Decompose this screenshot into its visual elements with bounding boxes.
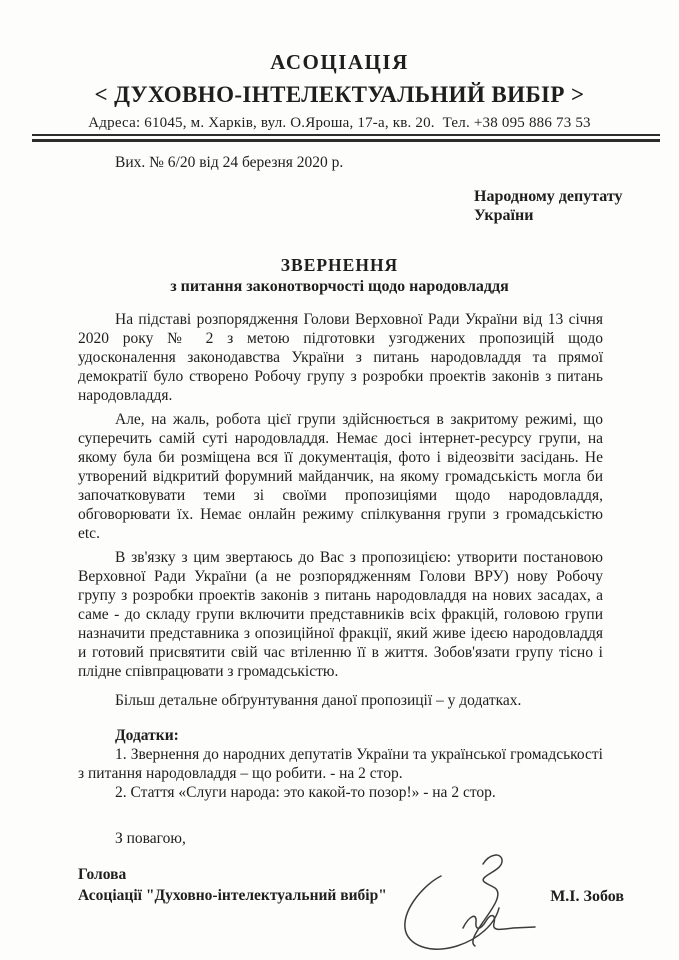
attachment-item: 1. Звернення до народних депутатів України та української громадськості з питання народовладдя – що робити. - на 2 стор. bbox=[78, 746, 603, 782]
signer-role-line-2: Асоціації "Духовно-інтелектуальний вибір" bbox=[78, 887, 387, 904]
addressee-line-2: України bbox=[474, 207, 534, 224]
signature-area bbox=[363, 850, 550, 960]
salutation: З повагою, bbox=[115, 830, 186, 847]
organization-type: АСОЦІАЦІЯ bbox=[270, 50, 409, 74]
signer-role bbox=[78, 864, 387, 906]
attachments-section bbox=[0, 726, 679, 802]
addressee-block bbox=[474, 187, 639, 225]
letterhead bbox=[0, 0, 679, 142]
paragraph: На підставі розпорядження Голови Верховної Ради України від 13 січня 2020 року № 2 з метою підготовки узгоджених пропозицій щодо удосконалення законодавства України з питань народовладдя та прямої демократії було створено Робочу групу з розробки проектів законів з питань народовладдя. bbox=[78, 311, 603, 404]
reference-line: Вих. № 6/20 від 24 березня 2020 р. bbox=[115, 154, 344, 171]
attachments-heading: Додатки: bbox=[115, 727, 179, 744]
document-title: ЗВЕРНЕННЯ bbox=[280, 255, 399, 275]
attachment-item: 2. Стаття «Слуги народа: это какой-то позор!» - на 2 стор. bbox=[115, 784, 496, 801]
signer-role-line-1: Голова bbox=[78, 866, 127, 883]
paragraph: В зв'язку з цим звертаюсь до Вас з пропозицією: утворити постановою Верховної Ради України (а не розпорядженням Голови ВРУ) нову Робочу групу з розробки проектів законів з питань народовладдя на нових засадах, а саме - до складу групи включити представників всіх фракцій, головою групи назначити представника з опозиційної фракції, який живе ідеєю народовладдя и готовий присвятити свій час втіленню її в життя. Зобов'язати групу тісно і плідне співпрацювати з громадськістю. bbox=[78, 549, 603, 680]
addressee-line-1: Народному депутату bbox=[474, 188, 623, 205]
signature-icon bbox=[395, 850, 545, 960]
signature-block bbox=[0, 864, 679, 960]
document-subtitle: з питання законотворчості щодо народовладдя bbox=[170, 278, 509, 295]
paragraph: Більш детальне обґрунтування даної пропозиції – у додатках. bbox=[115, 692, 522, 709]
signer-name: М.І. Зобов bbox=[550, 888, 624, 905]
header-rule-thin bbox=[32, 134, 660, 136]
organization-name: < ДУХОВНО-ІНТЕЛЕКТУАЛЬНИЙ ВИБІР > bbox=[94, 82, 585, 107]
header-rule-thick bbox=[32, 139, 660, 143]
paragraph: Але, на жаль, робота цієї групи здійснюється в закритому режимі, що суперечить самій суті народовладдя. Немає досі інтернет-ресурсу групи, на якому була би розміщена вся її документація, фото і відеозвіти засідань. Не утворений відкритий форумний майданчик, на якому громадськість могла би започатковувати теми зі своїми пропозиціями щодо народовладдя, обговорювати їх. Немає онлайн режиму спілкування групи з громадськістю etc. bbox=[78, 411, 603, 542]
address-line: Адреса: 61045, м. Харків, вул. О.Яроша, 17-а, кв. 20. Тел. +38 095 886 73 53 bbox=[88, 115, 591, 131]
letter-body bbox=[0, 310, 679, 710]
